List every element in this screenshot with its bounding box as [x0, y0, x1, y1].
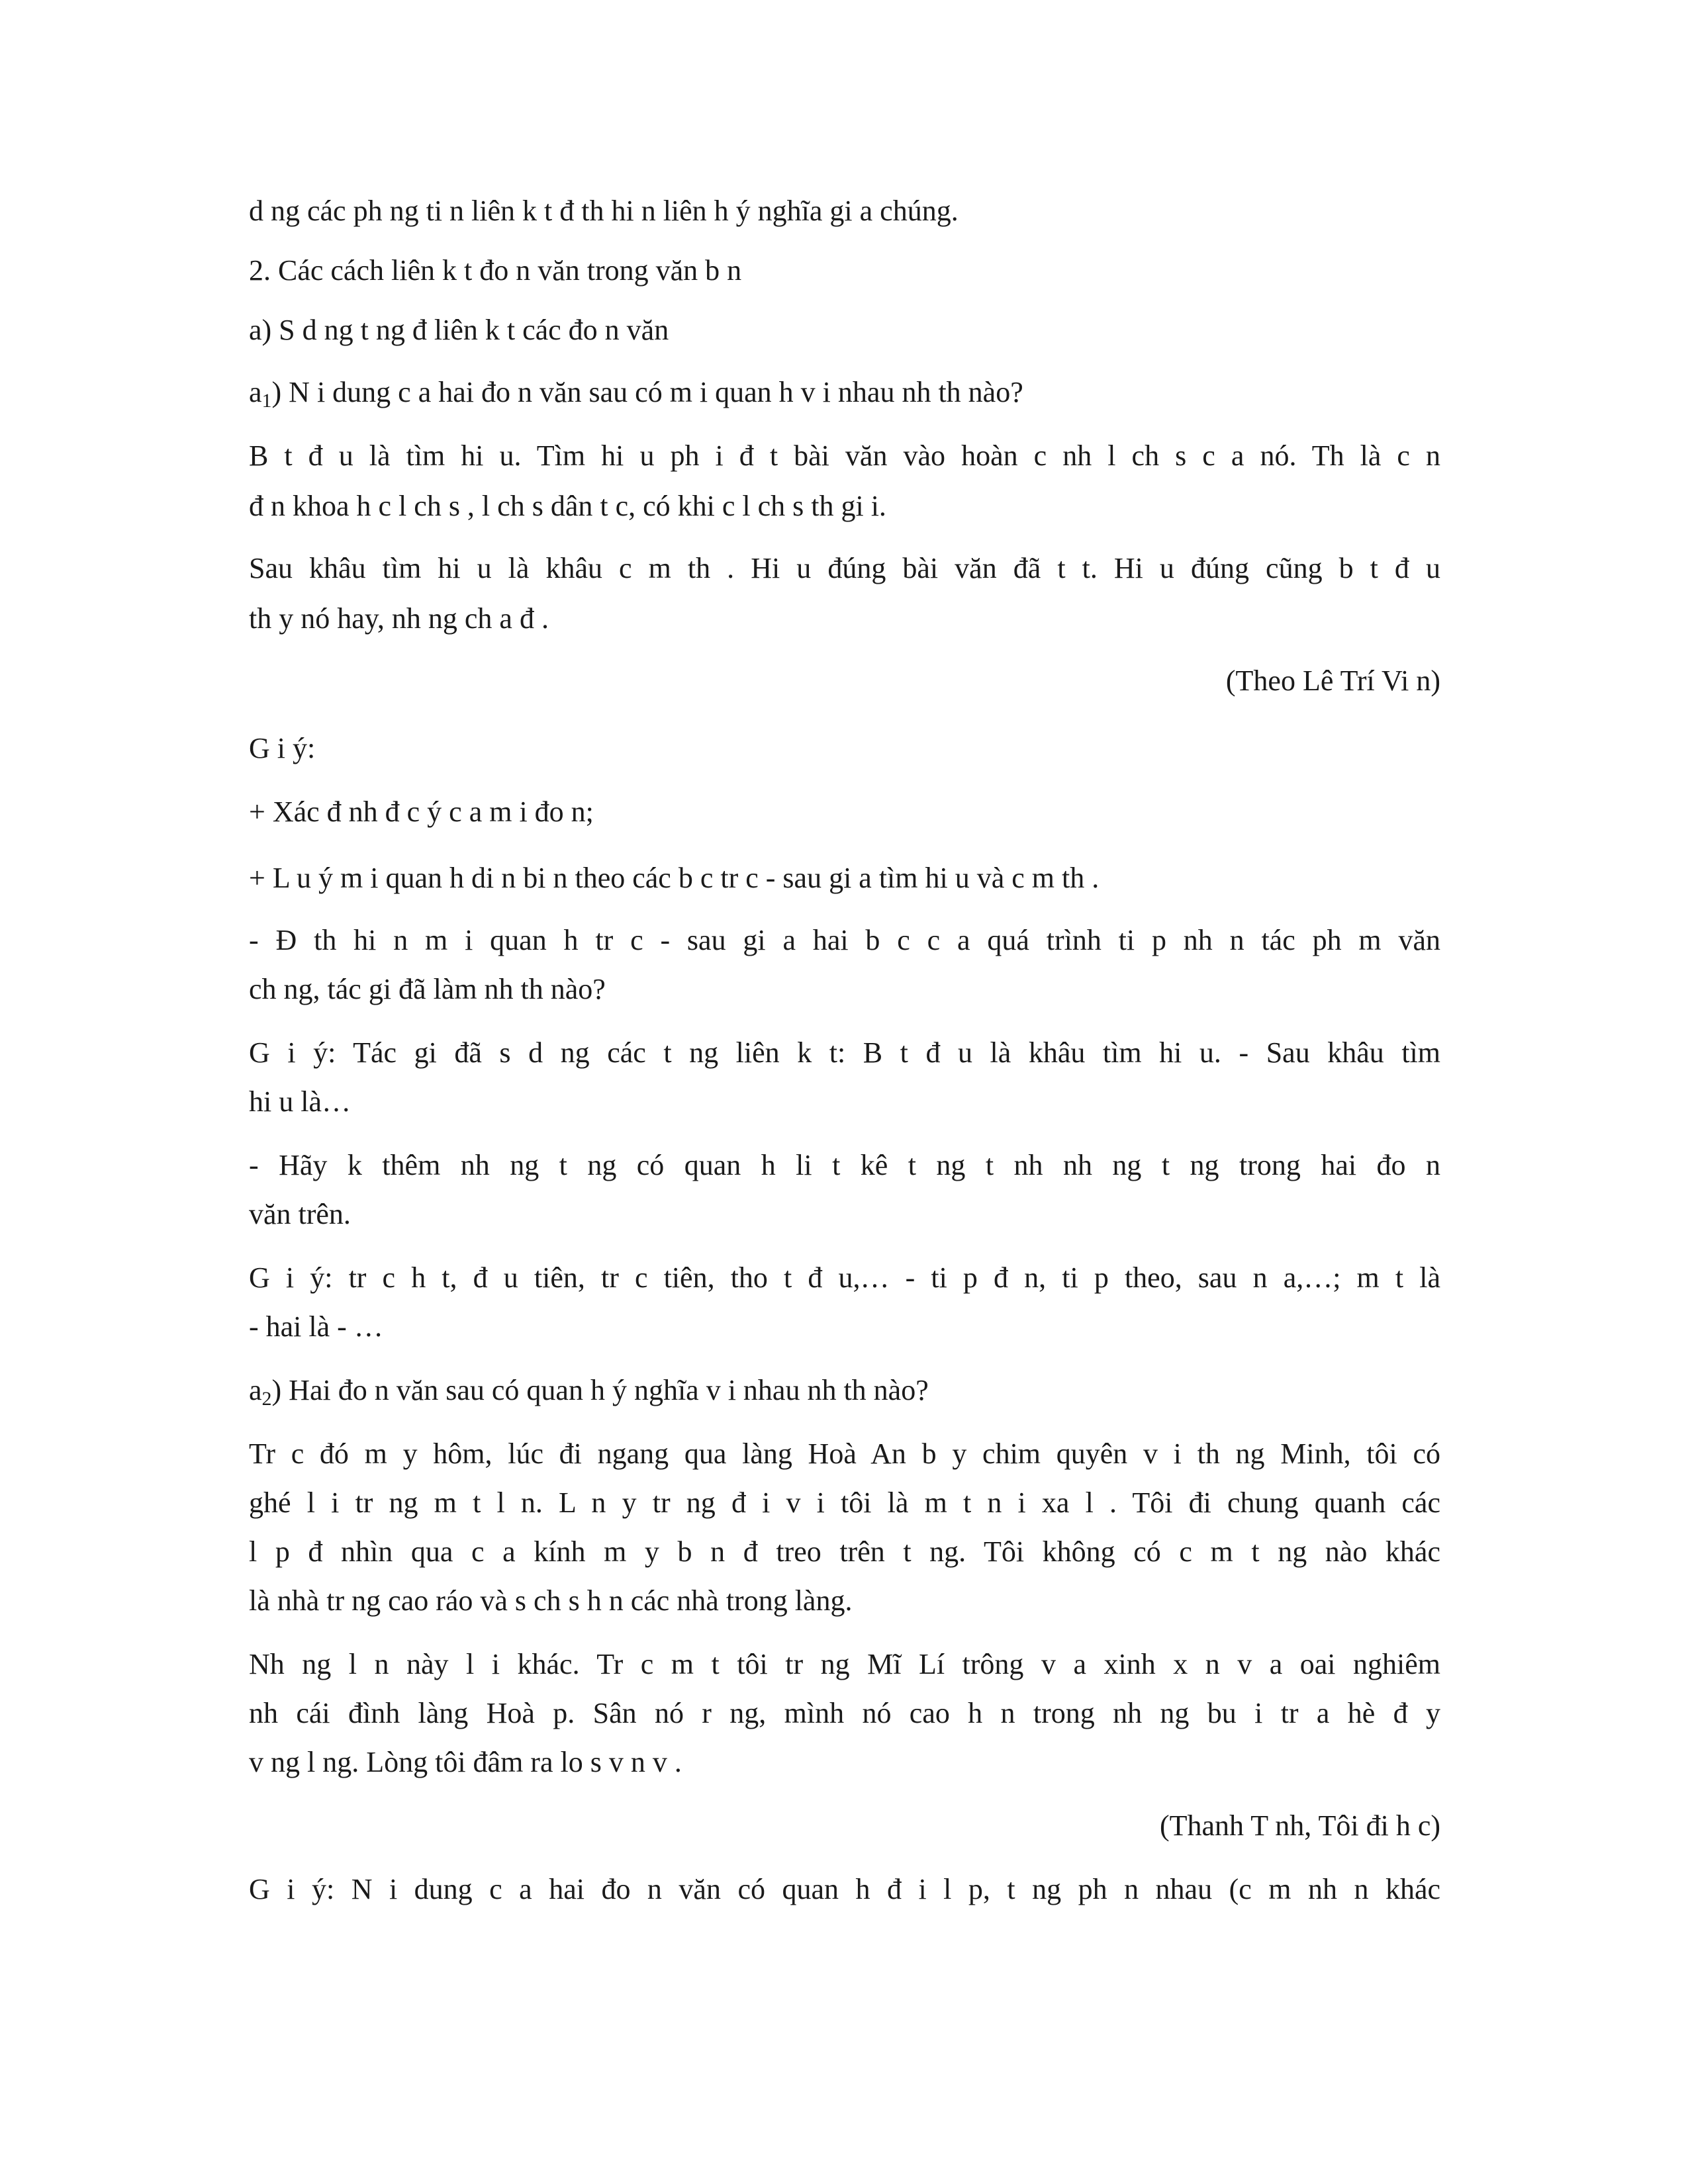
- text-line: d ng các ph ng ti n liên k t đ th hi n liên h ý nghĩa gi a chúng.: [249, 195, 959, 227]
- quote-line: B t đ u là tìm hi u. Tìm hi u ph i đ t bài văn vào hoàn c nh l ch s c a nó. Th là c n: [249, 439, 1440, 472]
- text-line: G i ý: Tác gi đã s d ng các t ng liên k t: B t đ u là khâu tìm hi u. - Sau khâu tìm: [249, 1036, 1440, 1069]
- question-subscript: 1: [261, 390, 272, 412]
- quote-line: v ng l ng. Lòng tôi đâm ra lo s v n v .: [249, 1746, 682, 1778]
- text-line: văn trên.: [249, 1198, 351, 1230]
- quote-line: là nhà tr ng cao ráo và s ch s h n các nhà trong làng.: [249, 1584, 853, 1617]
- quote-line: Sau khâu tìm hi u là khâu c m th . Hi u đúng bài văn đã t t. Hi u đúng cũng b t đ u: [249, 552, 1440, 584]
- quote-line: ghé l i tr ng m t l n. L n y tr ng đ i v i tôi là m t n i xa l . Tôi đi chung quanh các: [249, 1486, 1440, 1519]
- quote-line: đ n khoa h c l ch s , l ch s dân t c, có khi c l ch s th gi i.: [249, 490, 886, 522]
- question-label: a: [249, 376, 262, 408]
- question-subscript: 2: [261, 1388, 272, 1410]
- question-text: ) N i dung c a hai đo n văn sau có m i quan h v i nhau nh th nào?: [271, 376, 1023, 408]
- quote-line: nh cái đình làng Hoà p. Sân nó r ng, mình nó cao h n trong nh ng bu i tr a hè đ y: [249, 1697, 1440, 1729]
- quote-line: l p đ nhìn qua c a kính m y b n đ treo trên t ng. Tôi không có c m t ng nào khác: [249, 1535, 1440, 1568]
- question-label: a: [249, 1374, 262, 1406]
- text-line: + L u ý m i quan h di n bi n theo các b c tr c - sau gi a tìm hi u và c m th .: [249, 862, 1100, 894]
- text-line: ch ng, tác gi đã làm nh th nào?: [249, 973, 606, 1005]
- subsection-heading: a) S d ng t ng đ liên k t các đo n văn: [249, 314, 669, 346]
- quote-line: Nh ng l n này l i khác. Tr c m t tôi tr ng Mĩ Lí trông v a xinh x n v a oai nghiêm: [249, 1648, 1440, 1680]
- question-text: ) Hai đo n văn sau có quan h ý nghĩa v i nhau nh th nào?: [271, 1374, 929, 1406]
- text-line: G i ý: tr c h t, đ u tiên, tr c tiên, tho t đ u,… - ti p đ n, ti p theo, sau n a,…; m t là: [249, 1261, 1440, 1294]
- text-line: + Xác đ nh đ c ý c a m i đo n;: [249, 796, 594, 828]
- text-line: G i ý: N i dung c a hai đo n văn có quan h đ i l p, t ng ph n nhau (c m nh n khác: [249, 1873, 1440, 1905]
- text-line: - hai là - …: [249, 1310, 383, 1343]
- quote-line: Tr c đó m y hôm, lúc đi ngang qua làng Hoà An b y chim quyên v i th ng Minh, tôi có: [249, 1437, 1440, 1470]
- question-a1: [249, 368, 1440, 417]
- citation: (Theo Lê Trí Vi n): [1225, 664, 1440, 697]
- text-line: - Hãy k thêm nh ng t ng có quan h li t kê t ng t nh nh ng t ng trong hai đo n: [249, 1149, 1440, 1181]
- citation: (Thanh T nh, Tôi đi h c): [1159, 1809, 1440, 1842]
- question-a2: [249, 1366, 1440, 1415]
- text-line: hi u là…: [249, 1085, 351, 1118]
- quote-line: th y nó hay, nh ng ch a đ .: [249, 602, 549, 635]
- section-heading: 2. Các cách liên k t đo n văn trong văn b n: [249, 254, 742, 287]
- text-line: - Đ th hi n m i quan h tr c - sau gi a hai b c c a quá trình ti p nh n tác ph m văn: [249, 924, 1440, 956]
- hint-label: G i ý:: [249, 732, 316, 764]
